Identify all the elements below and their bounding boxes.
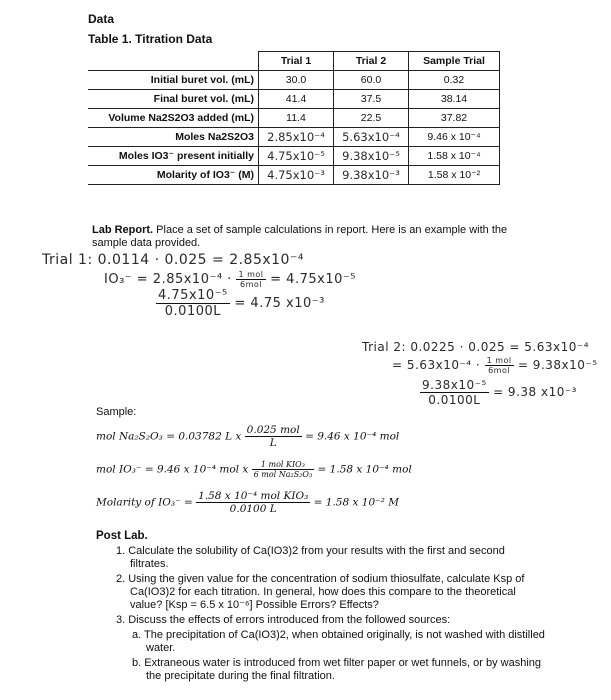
cell-sample: 0.32 [409,71,500,90]
cell-sample: 9.46 x 10⁻⁴ [409,128,500,147]
cell-trial1: 11.4 [259,109,334,128]
hw-trial1-ratio [236,270,265,289]
eq1-left: mol Na₂S₂O₃ = 0.03782 L x [96,430,242,443]
hw-trial1-molarity-den: 0.0100L [164,304,221,319]
table-header-row [88,52,500,71]
cell-trial2-handwritten: 9.38x10⁻³ [334,166,409,185]
hw-trial2-molarity-num: 9.38x10⁻⁵ [422,378,487,392]
post-lab-subitem-b: b. Extraneous water is introduced from wet filter paper or wet funnels, or by washing the precipitate during the final filtration. [132,657,542,682]
hw-trial2-molarity-res: = 9.38 x10⁻³ [493,385,577,399]
hw-trial1-label: Trial 1: [42,252,93,268]
cell-trial2: 37.5 [334,90,409,109]
hw-trial2-molarity-den: 0.0100L [428,393,481,407]
hw-trial2-line1: Trial 2: 0.0225 · 0.025 = 5.63x10⁻⁴ [362,340,590,354]
eq3-frac [196,490,310,515]
post-lab-heading: Post Lab. [96,530,148,542]
eq2-den: 6 mol Na₂S₂O₃ [253,470,313,479]
row-label: Initial buret vol. (mL) [88,71,259,90]
cell-trial1-handwritten: 4.75x10⁻³ [259,166,334,185]
sample-heading: Sample: [96,406,137,418]
post-lab-item-3: 3. Discuss the effects of errors introduced from the followed sources: [116,614,451,626]
hw-trial2-line2 [392,356,598,375]
eq2-num: 1 mol KIO₃ [252,460,315,470]
post-lab-subitem-a: a. The precipitation of Ca(IO3)2, when obtained originally, is not washed with distilled water. [132,629,545,654]
eq2-res: = 1.58 x 10⁻⁴ mol [317,463,412,476]
cell-trial2-handwritten: 5.63x10⁻⁴ [334,128,409,147]
eq1-den: L [269,437,277,449]
col-header-sample: Sample Trial [409,52,500,71]
hw-trial1-ratio-den: 6mol [239,280,262,289]
cell-trial1-handwritten: 2.85x10⁻⁴ [259,128,334,147]
hw-trial2-line3 [420,378,577,407]
table-row [88,90,500,109]
hw-trial1-moles: = 4.75x10⁻⁵ [270,272,356,287]
col-header-trial2: Trial 2 [334,52,409,71]
lab-report-bold: Lab Report. [92,224,154,236]
cell-trial1: 30.0 [259,71,334,90]
post-lab-item-1: 1. Calculate the solubility of Ca(IO3)2 from your results with the first and second filtrates. [116,545,505,570]
table-title: Table 1. Titration Data [88,32,213,46]
hw-trial2-ratio-num: 1 mol [486,356,512,365]
cell-trial1-handwritten: 4.75x10⁻⁵ [259,147,334,166]
header-empty [88,52,259,71]
row-label: Final buret vol. (mL) [88,90,259,109]
hw-trial1-line2 [104,270,356,289]
hw-trial2-moles: = 9.38x10⁻⁵ [517,358,598,372]
eq3-den: 0.0100 L [229,503,277,515]
hw-trial2-iodate: = 5.63x10⁻⁴ · [392,358,481,372]
hw-trial1-molarity-num: 4.75x10⁻⁵ [158,288,228,303]
table-row [88,147,500,166]
hw-trial1-ratio-num: 1 mol [238,270,264,279]
eq3-left: Molarity of IO₃⁻ = [96,496,193,509]
sample-eq3 [96,490,399,515]
sample-eq1 [96,424,399,449]
cell-sample: 1.58 x 10⁻⁴ [409,147,500,166]
row-label: Molarity of IO3⁻ (M) [88,166,259,185]
sample-eq2 [96,460,412,479]
cell-trial2: 60.0 [334,71,409,90]
post-lab-list [116,545,546,683]
table-row [88,166,500,185]
eq3-num: 1.58 x 10⁻⁴ mol KIO₃ [198,490,309,502]
cell-trial2-handwritten: 9.38x10⁻⁵ [334,147,409,166]
cell-sample: 37.82 [409,109,500,128]
eq3-res: = 1.58 x 10⁻² M [313,496,399,509]
cell-trial2: 22.5 [334,109,409,128]
hw-trial1-iodate: IO₃⁻ = 2.85x10⁻⁴ · [104,272,232,287]
hw-trial2-molarity-frac [420,378,489,407]
hw-trial1-molarity-frac [156,288,230,319]
titration-table [88,51,500,185]
eq1-frac [245,424,302,449]
eq1-num: 0.025 mol [246,424,300,436]
hw-trial1-molarity-res: = 4.75 x10⁻³ [234,296,325,311]
row-label: Moles Na2S2O3 [88,128,259,147]
table-row [88,128,500,147]
table-row [88,71,500,90]
cell-sample: 1.58 x 10⁻² [409,166,500,185]
row-label: Volume Na2S2O3 added (mL) [88,109,259,128]
col-header-trial1: Trial 1 [259,52,334,71]
hw-trial1-calc: 0.0114 · 0.025 = 2.85x10⁻⁴ [97,252,304,268]
hw-trial1-line1 [42,252,304,268]
hw-trial2-ratio-den: 6mol [488,366,511,375]
table-row [88,109,500,128]
hw-trial1-line3 [156,288,325,319]
post-lab-item-2: 2. Using the given value for the concentration of sodium thiosulfate, calculate Ksp of Ca(IO3)2 for each titration. In general, how does this compare to the theoretical value? [Ksp = 6.5 x 10⁻⁶] Possible Errors? Effects? [116,573,525,611]
eq2-frac [252,460,315,479]
lab-report-text: Place a set of sample calculations in report. Here is an example with the sample data provided. [92,224,508,249]
section-title: Data [88,12,115,26]
eq1-res: = 9.46 x 10⁻⁴ mol [305,430,400,443]
cell-sample: 38.14 [409,90,500,109]
lab-report-paragraph [92,224,542,250]
row-label: Moles IO3⁻ present initially [88,147,259,166]
cell-trial1: 41.4 [259,90,334,109]
hw-trial2-ratio [485,356,514,375]
eq2-left: mol IO₃⁻ = 9.46 x 10⁻⁴ mol x [96,463,249,476]
